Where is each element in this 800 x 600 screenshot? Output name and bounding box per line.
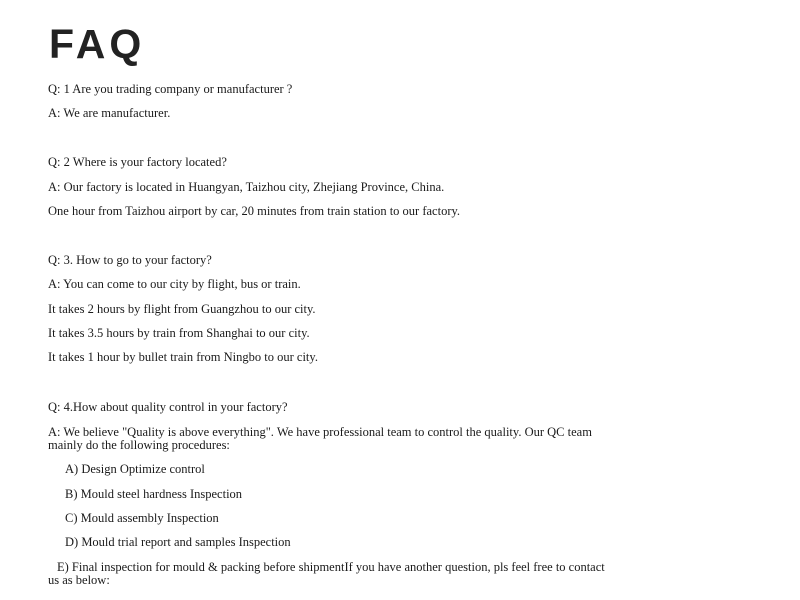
question-2: Q: 2 Where is your factory located? <box>48 155 227 169</box>
answer-4: A: We believe "Quality is above everything". We have professional team to control the quality. Our QC team <box>48 425 592 439</box>
contact-line: us as below: <box>48 573 110 587</box>
answer-2-detail: One hour from Taizhou airport by car, 20 minutes from train station to our factory. <box>48 204 461 218</box>
answer-4-continued: mainly do the following procedures: <box>48 438 230 452</box>
page-title: FAQ <box>49 21 146 67</box>
final-inspection-line: E) Final inspection for mould & packing before shipmentIf you have another question, pls feel free to contact <box>57 560 605 574</box>
procedure-item: D) Mould trial report and samples Inspection <box>65 535 291 549</box>
answer-3-detail: It takes 2 hours by flight from Guangzhou to our city. <box>48 302 316 316</box>
answer-3-detail: It takes 3.5 hours by train from Shanghai to our city. <box>48 326 310 340</box>
answer-3-detail: It takes 1 hour by bullet train from Ningbo to our city. <box>48 350 318 364</box>
question-4: Q: 4.How about quality control in your factory? <box>48 400 288 414</box>
answer-1: A: We are manufacturer. <box>48 106 171 120</box>
answer-2: A: Our factory is located in Huangyan, Taizhou city, Zhejiang Province, China. <box>48 180 445 194</box>
procedure-item: A) Design Optimize control <box>65 462 205 476</box>
procedure-item: B) Mould steel hardness Inspection <box>65 487 243 501</box>
question-3: Q: 3. How to go to your factory? <box>48 253 212 267</box>
question-1: Q: 1 Are you trading company or manufacturer ? <box>48 82 293 96</box>
procedure-item: C) Mould assembly Inspection <box>65 511 219 525</box>
answer-3: A: You can come to our city by flight, bus or train. <box>48 277 301 291</box>
